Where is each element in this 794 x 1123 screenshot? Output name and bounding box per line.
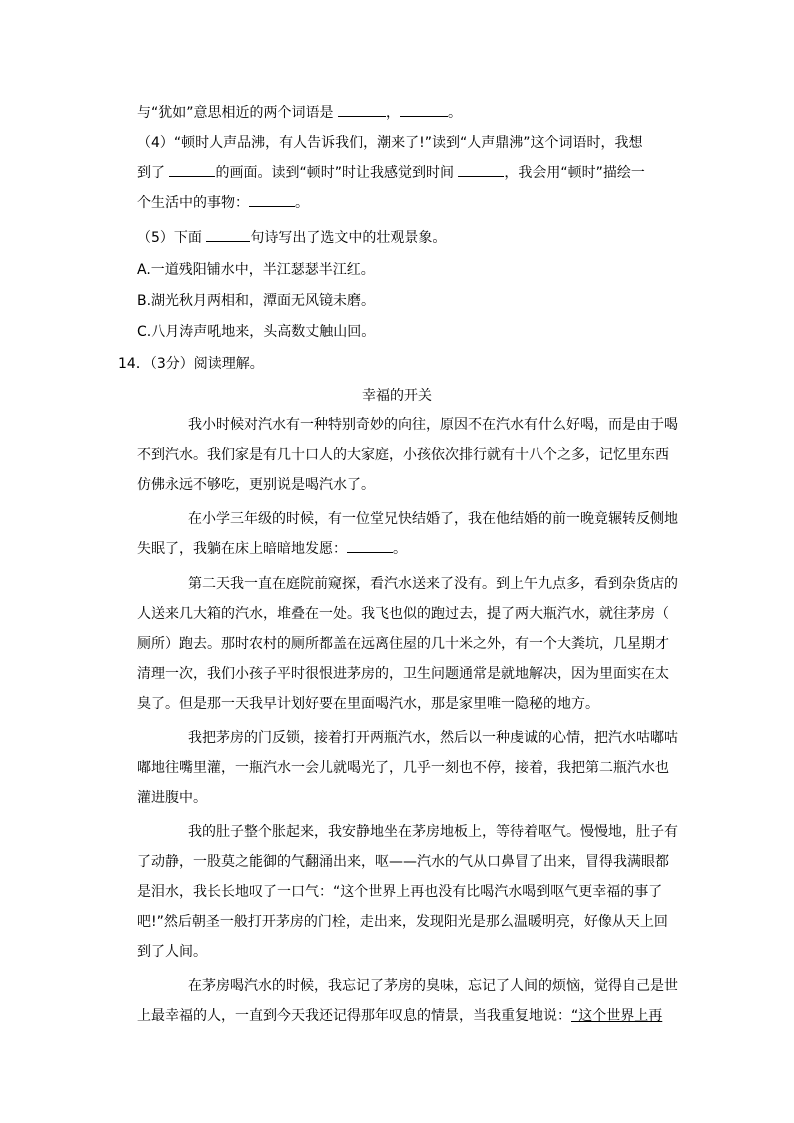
text: 到了 xyxy=(137,165,170,181)
q13-part4-line2 xyxy=(137,164,645,182)
para3-line: 清理一次，我们小孩子平时很恨进茅房的，卫生问题通常是就地解决，因为里面实在太 xyxy=(137,666,669,682)
para3-line: 第二天我一直在庭院前窥探，看汽水送来了没有。到上午九点多，看到杂货店的 xyxy=(188,576,678,592)
passage-title: 幸福的开关 xyxy=(362,388,432,404)
q14-header: 14．（3分）阅读理解。 xyxy=(118,356,264,372)
para3-line: 臭了。但是那一天我早计划好要在里面喝汽水，那是家里唯一隐秘的地方。 xyxy=(137,696,599,712)
answer-blank[interactable] xyxy=(400,104,448,117)
text: 上最幸福的人，一直到今天我还记得那年叹息的情景，当我重复地说： xyxy=(137,1008,571,1024)
answer-blank[interactable] xyxy=(347,540,393,553)
para1-line: 不到汽水。我们家是有几十口人的大家庭，小孩依次排行就有十八个之多，记忆里东西 xyxy=(137,447,669,463)
answer-blank[interactable] xyxy=(338,104,386,117)
text: 个生活中的事物： xyxy=(137,195,249,211)
text: （5）下面 xyxy=(137,230,207,246)
underlined-quote: “这个世界上再 xyxy=(571,1008,663,1024)
para2-line xyxy=(137,540,407,558)
text: 。 xyxy=(295,195,309,211)
para2-line: 在小学三年级的时候，有一位堂兄快结婚了，我在他结婚的前一晚竟辗转反侧地 xyxy=(188,511,678,527)
q13-part4-line1: （4）“顿时人声品沸，有人告诉我们，潮来了!”读到“人声鼎沸”这个词语时，我想 xyxy=(137,135,643,151)
para5-line: 是泪水，我长长地叹了一口气：“这个世界上再也没有比喝汽水喝到呕气更幸福的事了 xyxy=(137,884,663,900)
para6-line xyxy=(137,1007,662,1025)
answer-blank[interactable] xyxy=(458,164,504,177)
answer-blank[interactable] xyxy=(249,194,295,207)
period: 。 xyxy=(447,105,462,121)
para5-line: 了动静，一股莫之能御的气翻涌出来，呕——汽水的气从口鼻冒了出来，冒得我满眼都 xyxy=(137,854,669,870)
option-c: C.八月涛声吼地来，头高数丈触山回。 xyxy=(137,324,376,340)
text: 。 xyxy=(393,541,407,557)
separator: ， xyxy=(385,105,400,121)
q13-part4-line3 xyxy=(137,194,309,212)
q13-synonym-text: 与“犹如”意思相近的两个词语是 xyxy=(137,105,338,121)
para3-line: 人送来几大箱的汽水，堆叠在一处。我飞也似的跑过去，提了两大瓶汽水，就往茅房（ xyxy=(137,606,669,622)
q13-part5-line xyxy=(137,229,446,247)
para4-line: 我把茅房的门反锁，接着打开两瓶汽水，然后以一种虔诚的心情，把汽水咕嘟咕 xyxy=(188,730,678,746)
para4-line: 嘟地往嘴里灌，一瓶汽水一会儿就喝光了，几乎一刻也不停，接着，我把第二瓶汽水也 xyxy=(137,760,669,776)
para5-line: 到了人间。 xyxy=(137,944,207,960)
para3-line: 厕所）跑去。那时农村的厕所都盖在远离住屋的几十米之外，有一个大粪坑，几星期才 xyxy=(137,636,669,652)
text: ，我会用“顿时”描绘一 xyxy=(504,165,645,181)
para5-line: 吧!”然后朝圣一般打开茅房的门栓，走出来，发现阳光是那么温暖明亮，好像从天上回 xyxy=(137,914,668,930)
para4-line: 灌进腹中。 xyxy=(137,790,207,806)
para1-line: 仿佛永远不够吃，更别说是喝汽水了。 xyxy=(137,477,375,493)
text: 句诗写出了选文中的壮观景象。 xyxy=(250,230,447,246)
text: 的画面。读到“顿时”时让我感觉到时间 xyxy=(215,165,459,181)
option-b: B.湖光秋月两相和，潭面无风镜未磨。 xyxy=(137,293,376,309)
text: 失眠了，我躺在床上暗暗地发愿： xyxy=(137,541,347,557)
answer-blank[interactable] xyxy=(169,164,215,177)
answer-blank[interactable] xyxy=(206,229,250,242)
para6-line: 在茅房喝汽水的时候，我忘记了茅房的臭味，忘记了人间的烦恼，觉得自己是世 xyxy=(188,978,678,994)
para5-line: 我的肚子整个胀起来，我安静地坐在茅房地板上，等待着呕气。慢慢地，肚子有 xyxy=(188,824,678,840)
option-a: A.一道残阳铺水中，半江瑟瑟半江红。 xyxy=(137,262,375,278)
para1-line: 我小时候对汽水有一种特别奇妙的向往，原因不在汽水有什么好喝，而是由于喝 xyxy=(188,417,678,433)
q13-synonym-line xyxy=(137,104,462,122)
